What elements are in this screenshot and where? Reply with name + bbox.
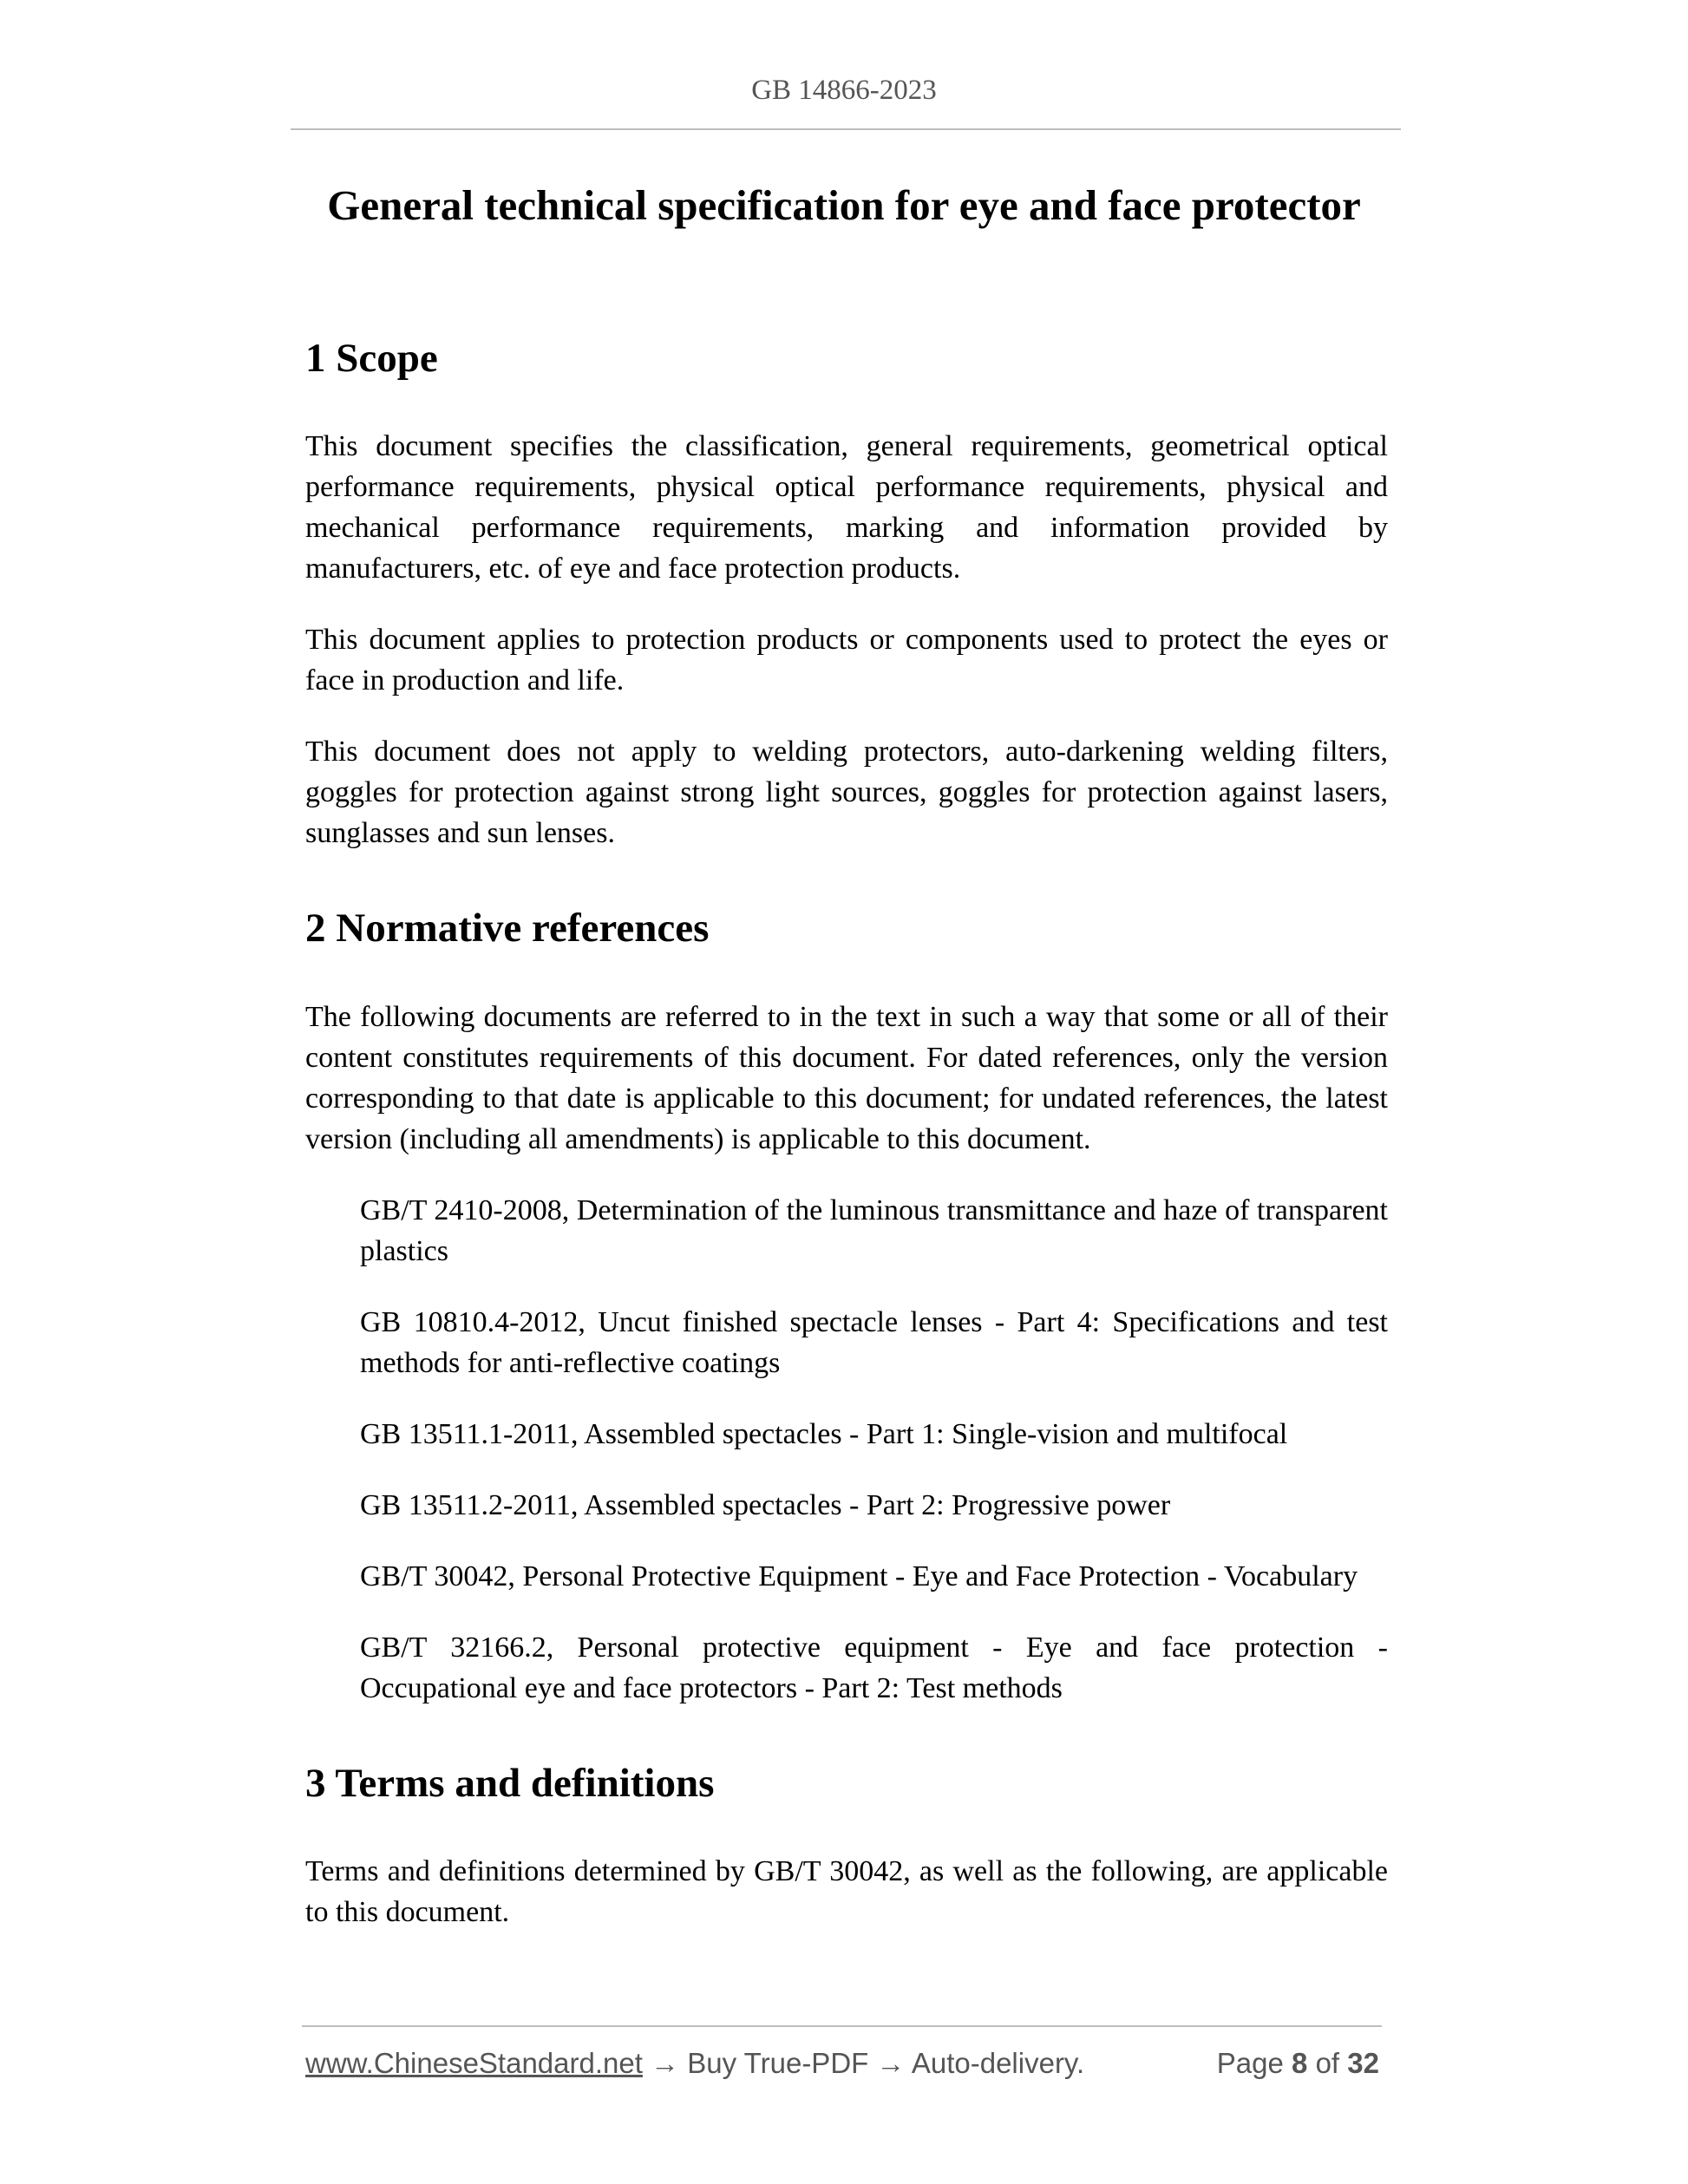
page-total-number: 32 (1347, 2047, 1379, 2079)
site-link[interactable]: www.ChineseStandard.net (305, 2047, 643, 2079)
running-header: GB 14866-2023 (751, 75, 937, 106)
page-current-number: 8 (1292, 2047, 1308, 2079)
arrow-right-icon: → (876, 2047, 906, 2079)
reference-item: GB 13511.1-2011, Assembled spectacles - Part 1: Single-vision and multifocal (360, 1417, 1288, 1450)
footer-promo (305, 2047, 1084, 2080)
section-heading-scope: 1 Scope (305, 336, 438, 381)
footer-divider (302, 2025, 1382, 2027)
auto-delivery-text: Auto-delivery. (911, 2047, 1085, 2079)
of-label: of (1315, 2047, 1340, 2079)
page-indicator (1217, 2047, 1379, 2080)
reference-item: GB/T 2410-2008, Determination of the luminous transmittance and haze of transparent plastics (360, 1193, 1388, 1267)
section-heading-normative-references: 2 Normative references (305, 906, 710, 951)
reference-list (305, 1190, 1388, 1709)
buy-true-pdf-text: Buy True-PDF (687, 2047, 869, 2079)
header-divider (291, 128, 1401, 130)
scope-paragraph: This document specifies the classification, general requirements, geometrical optical performance requirements, physical optical performance requirements, physical and mechanical performance requirements, marking and information provided by manufacturers, etc. of eye and face protection products. (305, 430, 1388, 585)
document-body (305, 334, 1388, 1932)
reference-item: GB/T 32166.2, Personal protective equipment - Eye and face protection - Occupational eye and face protectors - Part 2: Test methods (360, 1631, 1388, 1704)
document-title: General technical specification for eye and face protector (327, 181, 1361, 229)
reference-item: GB/T 30042, Personal Protective Equipment - Eye and Face Protection - Vocabulary (360, 1560, 1358, 1592)
reference-item: GB 10810.4-2012, Uncut finished spectacle lenses - Part 4: Specifications and test methods for anti-reflective coatings (360, 1305, 1388, 1379)
terms-paragraph: Terms and definitions determined by GB/T 30042, as well as the following, are applicable to this document. (305, 1855, 1388, 1929)
page-label: Page (1216, 2047, 1284, 2079)
scope-paragraph: This document does not apply to welding protectors, auto-darkening welding filters, goggles for protection against strong light sources, goggles for protection against lasers, sunglasses and sun lenses. (305, 736, 1388, 850)
section-heading-terms-definitions: 3 Terms and definitions (305, 1760, 715, 1806)
arrow-right-icon: → (651, 2047, 680, 2079)
scope-paragraph: This document applies to protection products or components used to protect the eyes or face in production and life. (305, 624, 1388, 697)
normative-intro-paragraph: The following documents are referred to in the text in such a way that some or all of their content constitutes requirements of this document. For dated references, only the version corresponding to that date is applicable to this document; for undated references, the latest version (including all amendments) is applicable to this document. (305, 1000, 1388, 1155)
reference-item: GB 13511.2-2011, Assembled spectacles - Part 2: Progressive power (360, 1488, 1171, 1521)
